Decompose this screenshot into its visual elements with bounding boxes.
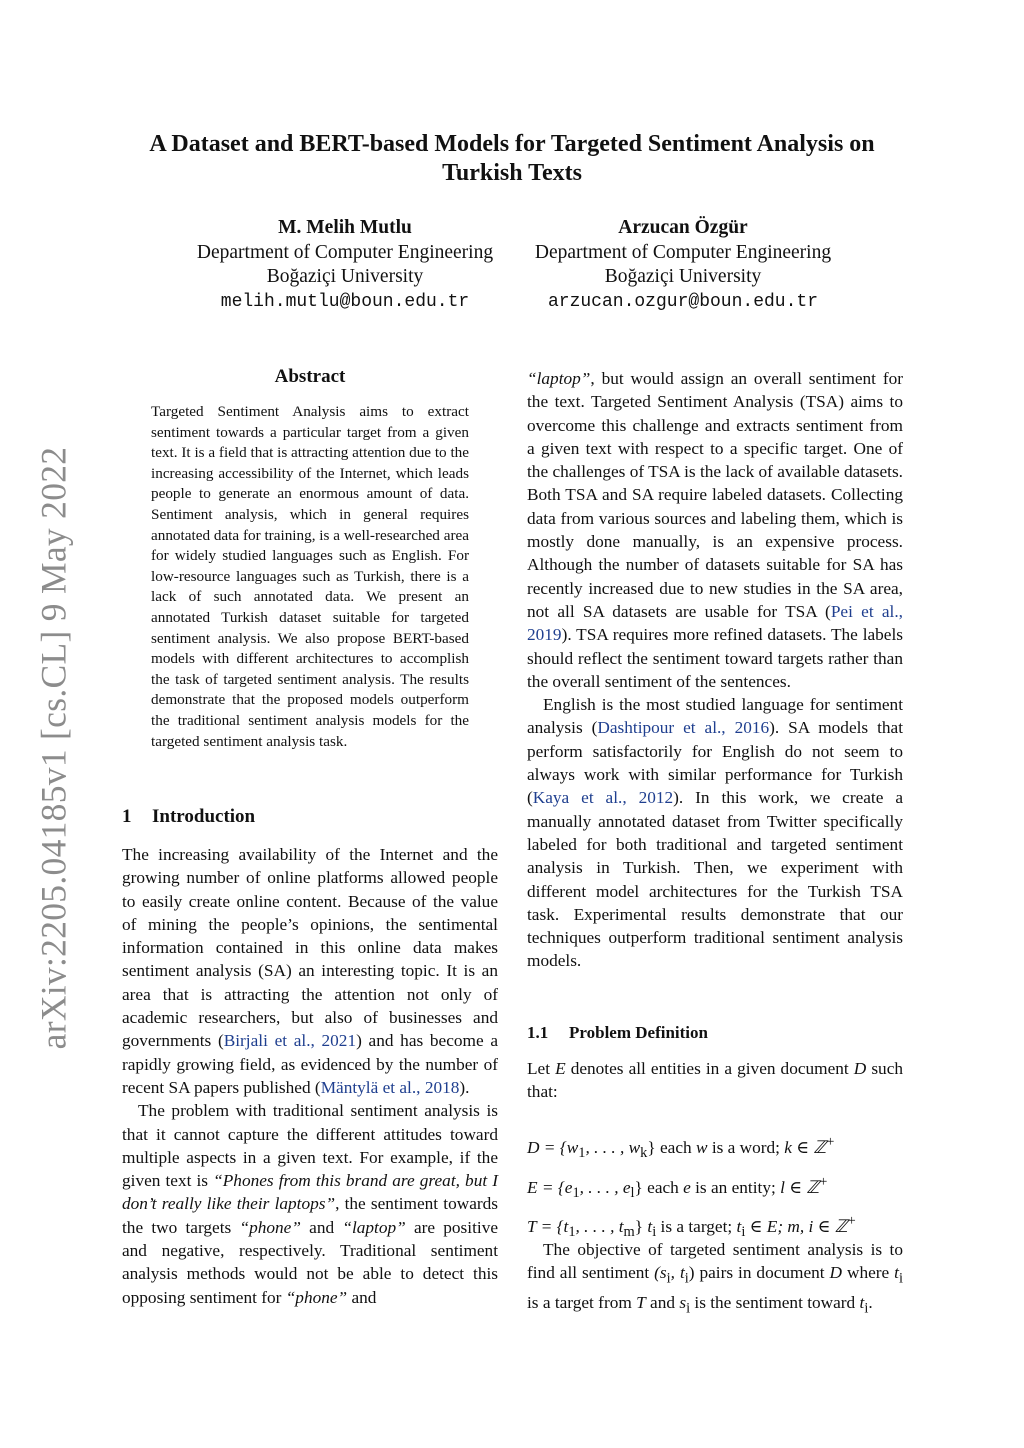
author-block-1 bbox=[175, 216, 515, 314]
author-dept: Department of Computer Engineering bbox=[196, 241, 494, 263]
subsection-title: Problem Definition bbox=[569, 1023, 708, 1042]
equation-t: $T = \{t_1$, . . . , $t_m$} $t_i$ is a target; $t_i$ ∈ E; m, i ∈ ℤ+ bbox=[527, 1213, 856, 1241]
author-name: Arzucan Özgür bbox=[618, 217, 748, 238]
intro-paragraph-2-continued: “laptop”, but would assign an overall sentiment for the text. Targeted Sentiment Analysis (TSA) aims to overcome this challenge and extracts sentiment from a given text with respect to a specific target. One of the challenges of TSA is the lack of available datasets. Both TSA and SA require labeled datasets. Collecting data from various sources and labeling them, which is mostly done manually, is an expensive process. Although the number of datasets suitable for SA has recently increased due to new studies in the SA area, not all SA datasets are usable for TSA (Pei et al., 2019). TSA requires more refined datasets. The labels should reflect the sentiment toward targets rather than the overall sentiment of the sentences. bbox=[527, 369, 903, 691]
subsection-heading-problem-definition bbox=[527, 1023, 708, 1043]
author-email[interactable]: arzucan.ozgur@boun.edu.tr bbox=[547, 291, 819, 312]
subsection-number: 1.1 bbox=[527, 1023, 549, 1042]
math-definitions bbox=[527, 1128, 927, 1247]
equation-e: $E = \{e_1$, . . . , $e_l$} each e is an entity; l ∈ ℤ+ bbox=[527, 1173, 828, 1201]
author-block-2 bbox=[513, 216, 853, 314]
citation-link[interactable]: Birjali et al., 2021 bbox=[223, 1031, 357, 1051]
abstract-text: Targeted Sentiment Analysis aims to extract sentiment towards a particular target from a given text. It is a field that is attracting attention due to the increasing accessibility of the Internet, which leads people to generate an enormous amount of data. Sentiment analysis, which in general requires annotated data for training, is a well-researched area for widely studied languages such as English. For low-resource languages such as Turkish, there is a lack of such annotated data. We present an annotated Turkish dataset suitable for targeted sentiment analysis. We also propose BERT-based models with different architectures to accomplish the task of targeted sentiment analysis. The results demonstrate that the proposed models outperform the traditional sentiment analysis models for the targeted sentiment analysis task. bbox=[151, 403, 470, 750]
author-univ: Boğaziçi University bbox=[604, 266, 762, 287]
right-column-body bbox=[527, 367, 903, 973]
problem-objective-text: The objective of targeted sentiment analysis is to find all sentiment ($s_i$, $t_i$) pairs in document D where $t_i$ is a target from T and $s_i$ is the sentiment toward $t_i$. bbox=[527, 1240, 903, 1317]
citation-link[interactable]: Dashtipour et al., 2016 bbox=[597, 718, 770, 738]
equation-d: $D = \{w_1$, . . . , $w_k$} each w is a word; k ∈ ℤ+ bbox=[527, 1134, 835, 1162]
author-name: M. Melih Mutlu bbox=[278, 217, 412, 238]
author-dept: Department of Computer Engineering bbox=[534, 241, 832, 263]
section-heading-introduction bbox=[122, 806, 255, 828]
citation-link[interactable]: Mäntylä et al., 2018 bbox=[320, 1077, 460, 1097]
arxiv-stamp: arXiv:2205.04185v1 [cs.CL] 9 May 2022 bbox=[33, 446, 74, 1049]
citation-link[interactable]: Pei et al., 2019 bbox=[527, 601, 903, 645]
intro-paragraph-2: The problem with traditional sentiment analysis is that it cannot capture the different attitudes toward multiple aspects in a given text. For example, if the given text is “Phones from this brand are great, but I don’t really like their laptops”, the sentiment towards the two targets “phone” and “laptop” are positive and negative, respectively. Traditional sentiment analysis methods would not be able to detect this opposing sentiment for “phone” and bbox=[122, 1101, 498, 1307]
paper-title: A Dataset and BERT-based Models for Targeted Sentiment Analysis on Turkish Texts bbox=[149, 131, 875, 186]
abstract-heading: Abstract bbox=[274, 366, 346, 387]
intro-paragraph-3: English is the most studied language for sentiment analysis (Dashtipour et al., 2016). SA models that perform satisfactorily for English do not seem to always work with similar performance for Turkish (Kaya et al., 2012). In this work, we create a manually annotated dataset from Twitter specifically labeled for both traditional and targeted sentiment analysis in Turkish. Then, we experiment with different model architectures for the Turkish TSA task. Experimental results demonstrate that our techniques outperform traditional sentiment analysis models. bbox=[527, 695, 904, 971]
section-number: 1 bbox=[122, 806, 132, 827]
problem-intro-text: Let E denotes all entities in a given document D such that: bbox=[527, 1059, 904, 1102]
author-email[interactable]: melih.mutlu@boun.edu.tr bbox=[220, 291, 470, 312]
left-column-body bbox=[122, 843, 498, 1309]
section-title: Introduction bbox=[152, 806, 256, 827]
author-univ: Boğaziçi University bbox=[266, 266, 424, 287]
intro-paragraph-1: The increasing availability of the Internet and the growing number of online platforms allowed people to easily create online content. Because of the value of mining the people’s opinions, the sentimental information contained in this online data makes sentiment analysis (SA) an interesting topic. It is an area that is attracting the attention not only of academic researchers, but also of businesses and governments (Birjali et al., 2021) and has become a rapidly growing field, as evidenced by the number of recent SA papers published (Mäntylä et al., 2018). bbox=[122, 845, 498, 1097]
citation-link[interactable]: Kaya et al., 2012 bbox=[532, 788, 674, 808]
